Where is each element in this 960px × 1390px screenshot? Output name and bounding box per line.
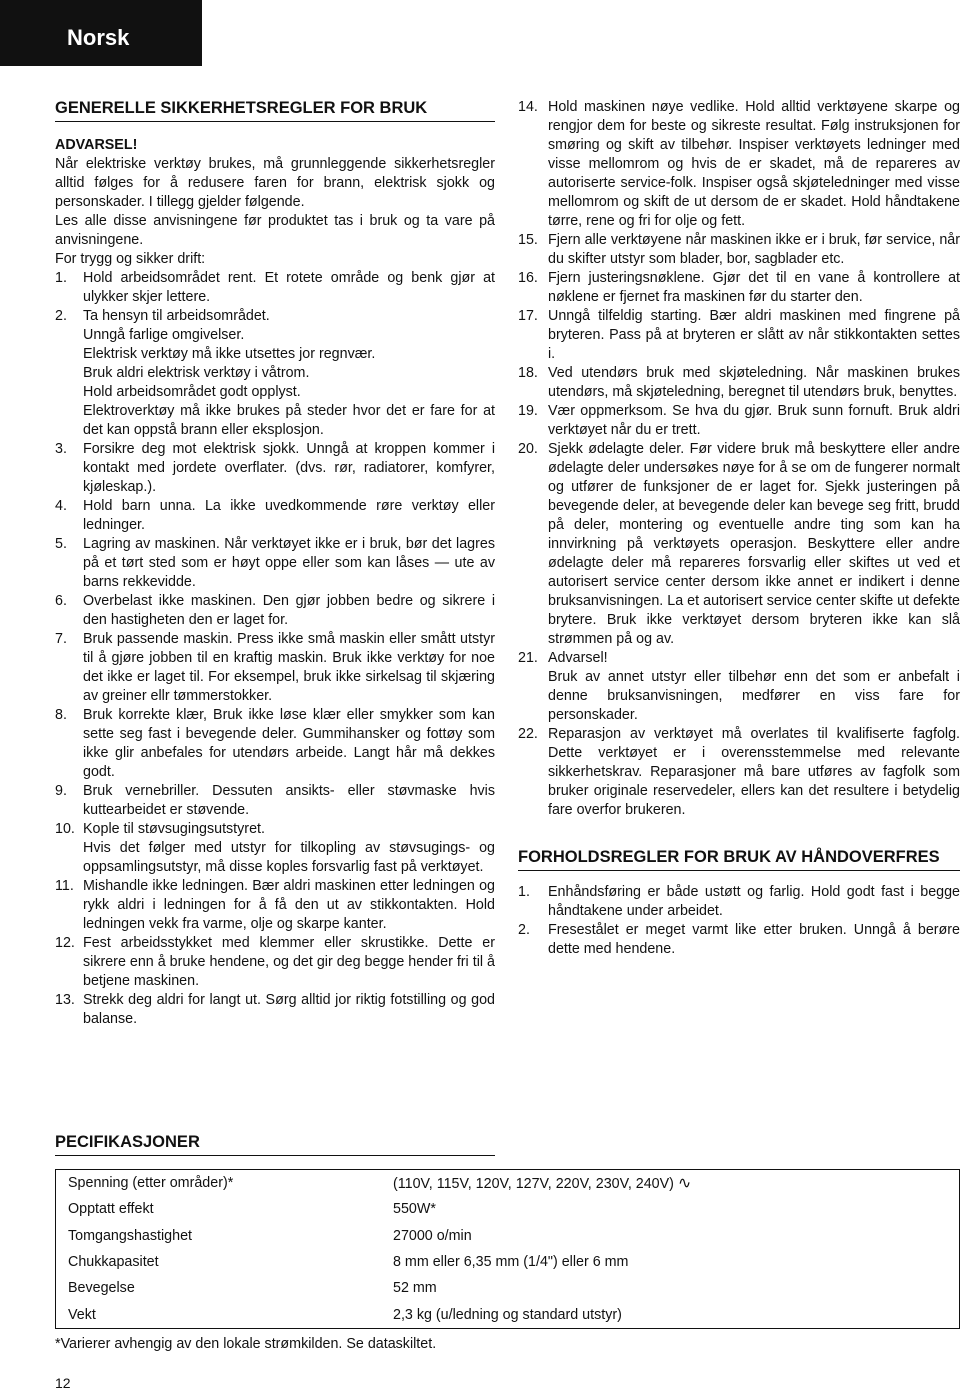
item-number: 6. [55,593,67,609]
item-text [548,921,960,959]
item-line: Hold arbeidsområdet rent. Et rotete område og benk gjør at ulykker skjer lettere. [83,270,495,305]
item-number: 5. [55,536,67,552]
item-text [83,991,495,1029]
spec-value-text: (110V, 115V, 120V, 127V, 220V, 230V, 240V) [393,1176,674,1193]
item-text [548,725,960,820]
right-column [518,98,960,959]
item-line: Mishandle ikke ledningen. Bær aldri maskinen etter ledningen og rykk aldri i ledningen for å få den ut av stikkontakten. Hold ledningen vekk fra varme, olje og skarpe kanter. [83,878,495,932]
item-text [83,630,495,706]
for-safe-text: For trygg og sikker drift: [55,251,206,267]
item-number: 15. [518,232,538,248]
list-item [55,820,495,877]
item-line: Enhåndsføring er både ustøtt og farlig. Hold godt fast i begge håndtakene under arbeidet. [548,884,960,919]
list-item [55,782,495,820]
item-text [83,706,495,782]
item-line: Elektrisk verktøy må ikke utsettes jor regnvær. [83,346,376,362]
list-item [55,535,495,592]
item-text [548,307,960,364]
item-number: 13. [55,992,75,1008]
item-line: Hold barn unna. La ikke uvedkommende røre verktøy eller ledninger. [83,498,495,533]
language-tab: Norsk [0,0,202,66]
spec-value [393,1254,959,1270]
item-number: 3. [55,441,67,457]
item-line: Unngå farlige omgivelser. [83,327,245,343]
item-line: Kople til støvsugingsutstyret. [83,821,265,837]
right-rules-list [518,98,960,820]
item-number: 17. [518,308,538,324]
spec-value [393,1173,959,1193]
item-number: 1. [518,884,530,900]
item-text [548,402,960,440]
list-item [55,592,495,630]
item-number: 16. [518,270,538,286]
item-number: 14. [518,99,538,115]
table-row [56,1275,959,1301]
item-text [548,98,960,231]
router-rules-list [518,883,960,959]
spec-label: Tomgangshastighet [68,1227,192,1244]
item-line: Vær oppmerksom. Se hva du gjør. Bruk sunn fornuft. Bruk aldri verktøyet når du er trett. [548,403,960,438]
item-line: Bruk vernebriller. Dessuten ansikts- eller støvmaske hvis kuttearbeidet er støvende. [83,783,495,818]
read-all-text: Les alle disse anvisningene før produktet tas i bruk og ta vare på anvisningene. [55,213,495,248]
item-line: Unngå tilfeldig starting. Bær aldri maskinen med fingrene på bryteren. Pass på at bryteren er slått av når stikkontakten settes i. [548,308,960,362]
item-line: Fjern alle verktøyene når maskinen ikke er i bruk, før service, når du skifter utstyr som blader, bor, sagblader etc. [548,232,960,267]
spec-value-text: 27000 o/min [393,1227,472,1244]
item-line: Fest arbeidsstykket med klemmer eller skrustikke. Dette er sikrere enn å bruke hendene, og det gir deg begge hender fri til å betjene maskinen. [83,935,495,989]
item-line: Fresestålet er meget varmt like etter bruken. Unngå å berøre dette med hendene. [548,922,960,957]
list-item [518,440,960,649]
item-line: Ved utendørs bruk med skjøteledning. Når maskinen brukes utendørs, må skjøteledning, beregnet til utendørs bruk, benyttes. [548,365,960,400]
item-text [548,269,960,307]
list-item [518,649,960,725]
table-row [56,1249,959,1275]
item-number: 20. [518,441,538,457]
item-line: Ta hensyn til arbeidsområdet. [83,308,270,324]
spec-value-text: 550W* [393,1201,436,1218]
spec-label: Bevegelse [68,1280,135,1297]
spec-value-text: 52 mm [393,1280,437,1297]
left-column [55,98,495,1029]
spec-label: Chukkapasitet [68,1254,159,1271]
table-row [56,1223,959,1249]
item-text [548,440,960,649]
safety-rules-heading: GENERELLE SIKKERHETSREGLER FOR BRUK [55,98,495,122]
list-item [55,991,495,1029]
spec-footnote: *Varierer avhengig av den lokale strømkilden. Se dataskiltet. [55,1336,437,1352]
specifications-heading: PECIFIKASJONER [55,1132,495,1156]
item-number: 22. [518,726,538,742]
ac-current-icon: ∿ [677,1175,692,1193]
item-line: Fjern justeringsnøklene. Gjør det til en vane å kontrollere at nøklene er fjernet fra maskinen før du starter den. [548,270,960,305]
item-number: 11. [55,878,74,894]
item-text [548,883,960,921]
item-text [548,649,960,725]
item-line: Bruk passende maskin. Press ikke små maskin eller smått utstyr til å gjøre jobben til en kraftig maskin. Bruk ikke verktøy for noe det ikke er laget til. For eksempel, bruk ikke sirkelsag til skjæring av greiner ellr tømmerstokker. [83,631,495,704]
list-item [518,402,960,440]
specifications-table [55,1169,960,1329]
list-item [55,706,495,782]
intro-text: Når elektriske verktøy brukes, må grunnleggende sikkerhetsregler alltid følges for å redusere faren for brann, elektrisk sjokk og personskader. I tillegg gjelder følgende. [55,156,495,210]
list-item [518,883,960,921]
item-text [548,364,960,402]
item-number: 4. [55,498,67,514]
item-line: Strekk deg aldri for langt ut. Sørg alltid jor riktig fotstilling og god balanse. [83,992,495,1027]
page-number: 12 [55,1375,71,1390]
list-item [55,269,495,307]
item-text [83,535,495,592]
warning-label: ADVARSEL! [55,137,138,153]
list-item [518,725,960,820]
spec-value [393,1307,959,1323]
list-item [518,231,960,269]
item-line: Elektroverktøy må ikke brukes på steder hvor det er fare for at det kan oppstå brann eller eksplosjon. [83,403,495,438]
item-text [83,934,495,991]
item-line: Advarsel! [548,650,608,666]
item-line: Hvis det følger med utstyr for tilkopling av støvsugings- og oppsamlingsutstyr, må disse koples forsvarlig fast på verktøyet. [83,840,495,875]
list-item [518,921,960,959]
item-line: Sjekk ødelagte deler. Før videre bruk må beskyttere eller andre ødelagte deler undersøkes nøye for å se om de fungerer normalt og utfører de funksjoner de er laget for. Sjekk justeringen på bevegende deler, at bevegende deler kan bevege seg fritt, brudd på deler, montering og eventuelle andre ting som kan ha innvirkning på verktøyets operasjon. Beskyttere eller andre ødelagte deler må repareres forsvarlig eller skiftes ut ved et autorisert service center dersom ikke annet er indikert i denne bruksanvisningen. La et autorisert service center skifte ut defekte brytere. Bruk ikke verktøyet dersom bryteren ikke kan slå strømmen på og av. [548,441,960,647]
item-number: 8. [55,707,67,723]
item-number: 21. [518,650,538,666]
item-line: Bruk aldri elektrisk verktøy i våtrom. [83,365,310,381]
item-text [548,231,960,269]
item-number: 18. [518,365,538,381]
item-number: 2. [55,308,67,324]
item-number: 1. [55,270,67,286]
router-heading: FORHOLDSREGLER FOR BRUK AV HÅNDOVERFRES [518,847,960,871]
item-line: Bruk av annet utstyr eller tilbehør enn det som er anbefalt i denne bruksanvisningen, medfører en viss fare for personskader. [548,669,960,723]
item-number: 10. [55,821,75,837]
item-text [83,307,495,440]
list-item [55,307,495,440]
list-item [55,630,495,706]
item-line: Reparasjon av verktøyet må overlates til kvalifiserte fagfolg. Dette verktøyet er i overensstemmelse med relevante sikkerhetskrav. Reparasjoner må bare utføres av fagfolk som bruker originale reservedeler, ellers kan det resultere i betydelig fare overfor brukeren. [548,726,960,818]
item-number: 19. [518,403,538,419]
item-number: 2. [518,922,530,938]
spec-value-text: 2,3 kg (u/ledning og standard utstyr) [393,1306,622,1323]
item-text [83,820,495,877]
item-line: Hold maskinen nøye vedlike. Hold alltid verktøyene skarpe og rengjor dem for beste og sikreste resultat. Følg instruksjonen for smøring og skift av tilbehør. Inspiser verktøyets ledninger med visse mellomrom og hvis de er skadet, må de repareres av autoriserte service-folk. Inspiser også skjøteledninger med visse mellomrom og skift de ut dersom de er skadet. Hold håndtakene tørre, rene og fri for olje og fett. [548,99,960,229]
item-line: Lagring av maskinen. Når verktøyet ikke er i bruk, bør det lagres på et tørt sted som er høyt oppe eller som kan låses — ute av barns rekkevidde. [83,536,495,590]
list-item [55,934,495,991]
left-rules-list [55,269,495,1029]
spec-label: Opptatt effekt [68,1201,154,1218]
item-text [83,592,495,630]
spec-label: Spenning (etter områder)* [68,1175,234,1192]
item-number: 9. [55,783,67,799]
spec-value [393,1201,959,1217]
item-text [83,877,495,934]
spec-label: Vekt [68,1306,96,1323]
list-item [55,440,495,497]
item-line: Hold arbeidsområdet godt opplyst. [83,384,301,400]
list-item [518,98,960,231]
item-text [83,269,495,307]
table-row [56,1196,959,1222]
spec-value [393,1228,959,1244]
list-item [518,269,960,307]
table-row [56,1170,959,1196]
item-line: Overbelast ikke maskinen. Den gjør jobben bedre og sikrere i den hastigheten den er laget for. [83,593,495,628]
list-item [518,307,960,364]
item-text [83,782,495,820]
spec-value-text: 8 mm eller 6,35 mm (1/4") eller 6 mm [393,1254,629,1271]
list-item [55,877,495,934]
item-text [83,440,495,497]
item-line: Forsikre deg mot elektrisk sjokk. Unngå at kroppen kommer i kontakt med jordete overflater. (dvs. rør, radiatorer, komfyrer, kjøleskap.). [83,441,495,495]
item-number: 12. [55,935,75,951]
spec-value [393,1280,959,1296]
table-row [56,1301,959,1327]
item-line: Bruk korrekte klær, Bruk ikke løse klær eller smykker som kan sette seg fast i bevegende deler. Gummihansker og fottøy som ikke glir anbefales for utendørs arbeide. Langt hår må dekkes godt. [83,707,495,780]
item-text [83,497,495,535]
list-item [518,364,960,402]
item-number: 7. [55,631,67,647]
list-item [55,497,495,535]
